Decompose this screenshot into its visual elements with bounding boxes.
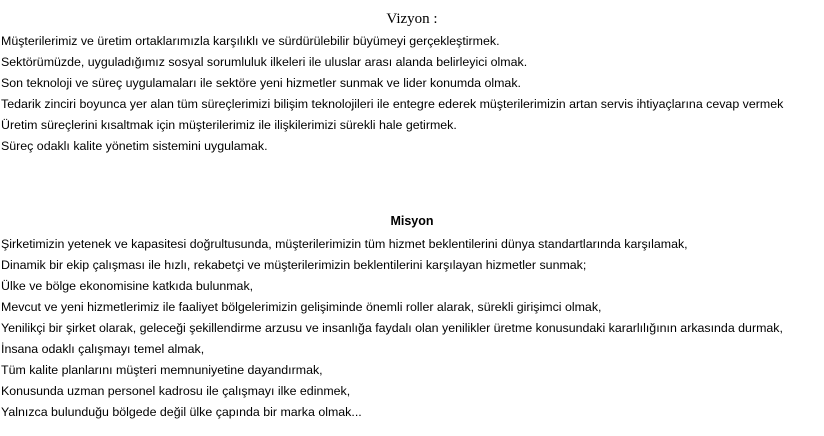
misyon-line: Şirketimizin yetenek ve kapasitesi doğrultusunda, müşterilerimizin tüm hizmet beklentilerini dünya standartlarında karşılamak, <box>1 237 688 251</box>
misyon-line: Mevcut ve yeni hizmetlerimiz ile faaliyet bölgelerimizin gelişiminde önemli roller alarak, sürekli girişimci olmak, <box>1 300 602 314</box>
misyon-line: Ülke ve bölge ekonomisine katkıda bulunmak, <box>1 279 254 293</box>
vizyon-line: Üretim süreçlerini kısaltmak için müşterilerimiz ile ilişkilerimizi sürekli hale getirmek. <box>1 118 457 132</box>
misyon-line: Dinamik bir ekip çalışması ile hızlı, rekabetçi ve müşterilerimizin beklentilerini karşılayan hizmetler sunmak; <box>1 258 587 272</box>
misyon-line: Tüm kalite planlarını müşteri memnuniyetine dayandırmak, <box>1 363 323 377</box>
vizyon-statement-list <box>1 31 783 157</box>
misyon-statement-list <box>1 234 783 423</box>
misyon-line: İnsana odaklı çalışmayı temel almak, <box>1 342 205 356</box>
misyon-heading: Misyon <box>390 214 434 228</box>
vizyon-heading: Vizyon : <box>386 11 438 27</box>
misyon-line: Konusunda uzman personel kadrosu ile çalışmayı ilke edinmek, <box>1 384 351 398</box>
misyon-line: Yalnızca bulunduğu bölgede değil ülke çapında bir marka olmak... <box>1 405 362 419</box>
vizyon-line: Müşterilerimiz ve üretim ortaklarımızla karşılıklı ve sürdürülebilir büyümeyi gerçekleştirmek. <box>1 34 500 48</box>
vizyon-line: Sektörümüzde, uyguladığımız sosyal sorumluluk ilkeleri ile uluslar arası alanda belirleyici olmak. <box>1 55 528 69</box>
vizyon-line: Tedarik zinciri boyunca yer alan tüm süreçlerimizi bilişim teknolojileri ile entegre ederek müşterilerimizin artan servis ihtiyaçlarına cevap vermek <box>1 97 784 111</box>
misyon-line: Yenilikçi bir şirket olarak, geleceği şekillendirme arzusu ve insanlığa faydalı olan yenilikler üretme konusundaki kararlılığının arkasında durmak, <box>1 321 783 335</box>
vizyon-line: Son teknoloji ve süreç uygulamaları ile sektöre yeni hizmetler sunmak ve lider konumda olmak. <box>1 76 521 90</box>
vizyon-line: Süreç odaklı kalite yönetim sistemini uygulamak. <box>1 139 268 153</box>
